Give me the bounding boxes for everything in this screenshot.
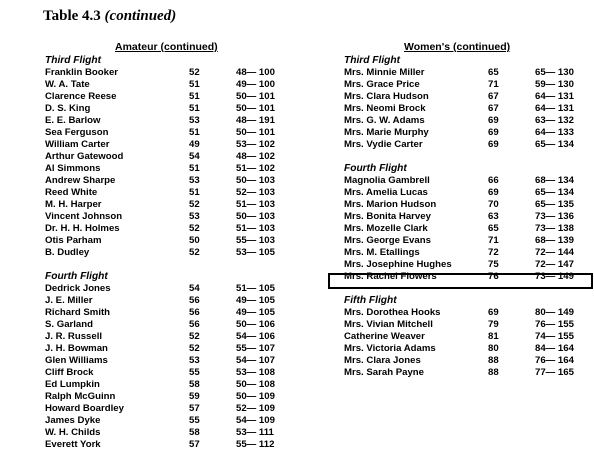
table-row <box>0 439 594 451</box>
second-round-total: 50— 108 <box>236 379 275 390</box>
player-name: Otis Parham <box>45 235 102 246</box>
first-round-score: 54 <box>189 151 200 162</box>
second-round-total: 63— 132 <box>535 115 574 126</box>
flight-heading: Fourth Flight <box>45 271 108 282</box>
player-name: Mrs. Dorothea Hooks <box>344 307 441 318</box>
player-name: W. A. Tate <box>45 79 90 90</box>
player-name: Mrs. Clara Hudson <box>344 91 429 102</box>
player-name: Mrs. Marie Murphy <box>344 127 429 138</box>
player-name: Mrs. G. W. Adams <box>344 115 425 126</box>
flight-heading: Fifth Flight <box>344 295 397 306</box>
player-name: J. E. Miller <box>45 295 93 306</box>
first-round-score: 52 <box>189 343 200 354</box>
first-round-score: 49 <box>189 139 200 150</box>
first-round-score: 56 <box>189 295 200 306</box>
second-round-total: 51— 105 <box>236 283 275 294</box>
second-round-total: 50— 109 <box>236 391 275 402</box>
table-row <box>0 115 594 127</box>
player-name: Vincent Johnson <box>45 211 123 222</box>
table-row <box>0 415 594 427</box>
second-round-total: 64— 131 <box>535 91 574 102</box>
table-row <box>0 67 594 79</box>
second-round-total: 65— 135 <box>535 199 574 210</box>
first-round-score: 76 <box>488 271 499 282</box>
table-row <box>0 211 594 223</box>
table-row <box>0 103 594 115</box>
first-round-score: 57 <box>189 403 200 414</box>
table-row <box>0 295 594 307</box>
player-name: J. H. Bowman <box>45 343 108 354</box>
player-name: Mrs. Grace Price <box>344 79 420 90</box>
second-round-total: 51— 103 <box>236 199 275 210</box>
table-title-suffix: (continued) <box>104 8 177 24</box>
second-round-total: 51— 103 <box>236 223 275 234</box>
second-round-total: 49— 100 <box>236 79 275 90</box>
first-round-score: 80 <box>488 343 499 354</box>
player-name: Al Simmons <box>45 163 101 174</box>
first-round-score: 69 <box>488 115 499 126</box>
player-name: Franklin Booker <box>45 67 119 78</box>
table-row <box>0 427 594 439</box>
table-row <box>0 307 594 319</box>
player-name: S. Garland <box>45 319 93 330</box>
table-row <box>0 355 594 367</box>
table-row <box>0 391 594 403</box>
flight-heading: Third Flight <box>344 55 401 66</box>
first-round-score: 53 <box>189 115 200 126</box>
first-round-score: 53 <box>189 355 200 366</box>
second-round-total: 54— 107 <box>236 355 275 366</box>
second-round-total: 50— 101 <box>236 103 275 114</box>
table-row <box>0 379 594 391</box>
first-round-score: 51 <box>189 79 200 90</box>
table-row <box>0 187 594 199</box>
second-round-total: 55— 103 <box>236 235 275 246</box>
highlight-box <box>328 273 593 289</box>
second-round-total: 64— 133 <box>535 127 574 138</box>
table-row <box>0 151 594 163</box>
first-round-score: 88 <box>488 367 499 378</box>
player-name: W. H. Childs <box>45 427 101 438</box>
first-round-score: 88 <box>488 355 499 366</box>
first-round-score: 70 <box>488 199 499 210</box>
player-name: Ralph McGuinn <box>45 391 116 402</box>
first-round-score: 51 <box>189 163 200 174</box>
first-round-score: 57 <box>189 439 200 450</box>
second-round-total: 80— 149 <box>535 307 574 318</box>
second-round-total: 77— 165 <box>535 367 574 378</box>
first-round-score: 75 <box>488 259 499 270</box>
second-round-total: 48— 191 <box>236 115 275 126</box>
first-round-score: 69 <box>488 187 499 198</box>
second-round-total: 51— 102 <box>236 163 275 174</box>
first-round-score: 66 <box>488 175 499 186</box>
second-round-total: 52— 103 <box>236 187 275 198</box>
player-name: D. S. King <box>45 103 91 114</box>
player-name: Mrs. Minnie Miller <box>344 67 425 78</box>
player-name: Mrs. Mozelle Clark <box>344 223 428 234</box>
second-round-total: 73— 149 <box>535 271 574 282</box>
second-round-total: 54— 109 <box>236 415 275 426</box>
player-name: Everett York <box>45 439 101 450</box>
second-round-total: 65— 130 <box>535 67 574 78</box>
table-row <box>0 367 594 379</box>
player-name: Sea Ferguson <box>45 127 109 138</box>
second-round-total: 65— 134 <box>535 139 574 150</box>
first-round-score: 55 <box>189 367 200 378</box>
table-row <box>0 199 594 211</box>
second-round-total: 74— 155 <box>535 331 574 342</box>
second-round-total: 76— 164 <box>535 355 574 366</box>
table-title-label: Table 4.3 <box>43 8 101 24</box>
first-round-score: 81 <box>488 331 499 342</box>
player-name: Mrs. Neomi Brock <box>344 103 426 114</box>
first-round-score: 51 <box>189 103 200 114</box>
first-round-score: 52 <box>189 67 200 78</box>
second-round-total: 59— 130 <box>535 79 574 90</box>
second-round-total: 84— 164 <box>535 343 574 354</box>
player-name: Mrs. Bonita Harvey <box>344 211 431 222</box>
player-name: Mrs. Amelia Lucas <box>344 187 428 198</box>
table-row <box>0 403 594 415</box>
womens-section-header: Women's (continued) <box>404 41 511 53</box>
second-round-total: 49— 105 <box>236 307 275 318</box>
player-name: E. E. Barlow <box>45 115 101 126</box>
player-name: Dr. H. H. Holmes <box>45 223 120 234</box>
second-round-total: 49— 105 <box>236 295 275 306</box>
first-round-score: 59 <box>189 391 200 402</box>
first-round-score: 53 <box>189 175 200 186</box>
first-round-score: 67 <box>488 91 499 102</box>
first-round-score: 55 <box>189 415 200 426</box>
flight-heading: Fourth Flight <box>344 163 407 174</box>
first-round-score: 65 <box>488 223 499 234</box>
player-name: M. H. Harper <box>45 199 102 210</box>
player-name: James Dyke <box>45 415 101 426</box>
player-name: Mrs. George Evans <box>344 235 431 246</box>
second-round-total: 73— 136 <box>535 211 574 222</box>
second-round-total: 64— 131 <box>535 103 574 114</box>
table-row <box>0 247 594 259</box>
first-round-score: 51 <box>189 187 200 198</box>
player-name: Reed White <box>45 187 98 198</box>
table-row <box>0 331 594 343</box>
table-row <box>0 79 594 91</box>
second-round-total: 55— 112 <box>236 439 275 450</box>
player-name: Mrs. Vydie Carter <box>344 139 423 150</box>
first-round-score: 58 <box>189 379 200 390</box>
table-row <box>0 223 594 235</box>
first-round-score: 56 <box>189 319 200 330</box>
second-round-total: 72— 147 <box>535 259 574 270</box>
player-name: Andrew Sharpe <box>45 175 116 186</box>
table-row <box>0 139 594 151</box>
player-name: Clarence Reese <box>45 91 117 102</box>
first-round-score: 53 <box>189 211 200 222</box>
first-round-score: 65 <box>488 67 499 78</box>
second-round-total: 50— 101 <box>236 127 275 138</box>
first-round-score: 54 <box>189 283 200 294</box>
second-round-total: 53— 108 <box>236 367 275 378</box>
first-round-score: 71 <box>488 235 499 246</box>
player-name: Mrs. Marion Hudson <box>344 199 437 210</box>
first-round-score: 58 <box>189 427 200 438</box>
table-row <box>0 127 594 139</box>
second-round-total: 65— 134 <box>535 187 574 198</box>
player-name: Arthur Gatewood <box>45 151 124 162</box>
first-round-score: 63 <box>488 211 499 222</box>
second-round-total: 72— 144 <box>535 247 574 258</box>
player-name: Ed Lumpkin <box>45 379 100 390</box>
first-round-score: 69 <box>488 307 499 318</box>
amateur-section-header: Amateur (continued) <box>115 41 218 53</box>
second-round-total: 48— 102 <box>236 151 275 162</box>
table-row <box>0 91 594 103</box>
player-name: Dedrick Jones <box>45 283 111 294</box>
first-round-score: 79 <box>488 319 499 330</box>
player-name: Magnolia Gambrell <box>344 175 430 186</box>
first-round-score: 52 <box>189 331 200 342</box>
second-round-total: 73— 138 <box>535 223 574 234</box>
player-name: Cliff Brock <box>45 367 94 378</box>
flight-heading: Third Flight <box>45 55 102 66</box>
table-row <box>0 259 594 271</box>
first-round-score: 50 <box>189 235 200 246</box>
first-round-score: 56 <box>189 307 200 318</box>
player-name: Howard Boardley <box>45 403 124 414</box>
second-round-total: 68— 139 <box>535 235 574 246</box>
first-round-score: 69 <box>488 127 499 138</box>
second-round-total: 55— 107 <box>236 343 275 354</box>
first-round-score: 52 <box>189 247 200 258</box>
second-round-total: 50— 106 <box>236 319 275 330</box>
second-round-total: 54— 106 <box>236 331 275 342</box>
first-round-score: 52 <box>189 199 200 210</box>
first-round-score: 51 <box>189 91 200 102</box>
player-name: Catherine Weaver <box>344 331 425 342</box>
player-name: Glen Williams <box>45 355 108 366</box>
first-round-score: 69 <box>488 139 499 150</box>
table-row <box>0 319 594 331</box>
first-round-score: 72 <box>488 247 499 258</box>
first-round-score: 71 <box>488 79 499 90</box>
player-name: Mrs. M. Etallings <box>344 247 420 258</box>
player-name: Mrs. Vivian Mitchell <box>344 319 433 330</box>
table-row <box>0 175 594 187</box>
second-round-total: 52— 109 <box>236 403 275 414</box>
second-round-total: 53— 105 <box>236 247 275 258</box>
table-row <box>0 343 594 355</box>
player-name: J. R. Russell <box>45 331 103 342</box>
second-round-total: 48— 100 <box>236 67 275 78</box>
table-row <box>0 235 594 247</box>
first-round-score: 52 <box>189 223 200 234</box>
player-name: B. Dudley <box>45 247 90 258</box>
second-round-total: 53— 111 <box>236 427 274 438</box>
second-round-total: 76— 155 <box>535 319 574 330</box>
first-round-score: 51 <box>189 127 200 138</box>
second-round-total: 50— 103 <box>236 175 275 186</box>
second-round-total: 68— 134 <box>535 175 574 186</box>
player-name: Mrs. Clara Jones <box>344 355 421 366</box>
player-name: Mrs. Rachel Flowers <box>344 271 437 282</box>
first-round-score: 67 <box>488 103 499 114</box>
table-row <box>0 163 594 175</box>
player-name: Mrs. Josephine Hughes <box>344 259 452 270</box>
player-name: William Carter <box>45 139 110 150</box>
second-round-total: 50— 103 <box>236 211 275 222</box>
second-round-total: 50— 101 <box>236 91 275 102</box>
player-name: Mrs. Victoria Adams <box>344 343 436 354</box>
player-name: Mrs. Sarah Payne <box>344 367 424 378</box>
second-round-total: 53— 102 <box>236 139 275 150</box>
player-name: Richard Smith <box>45 307 111 318</box>
